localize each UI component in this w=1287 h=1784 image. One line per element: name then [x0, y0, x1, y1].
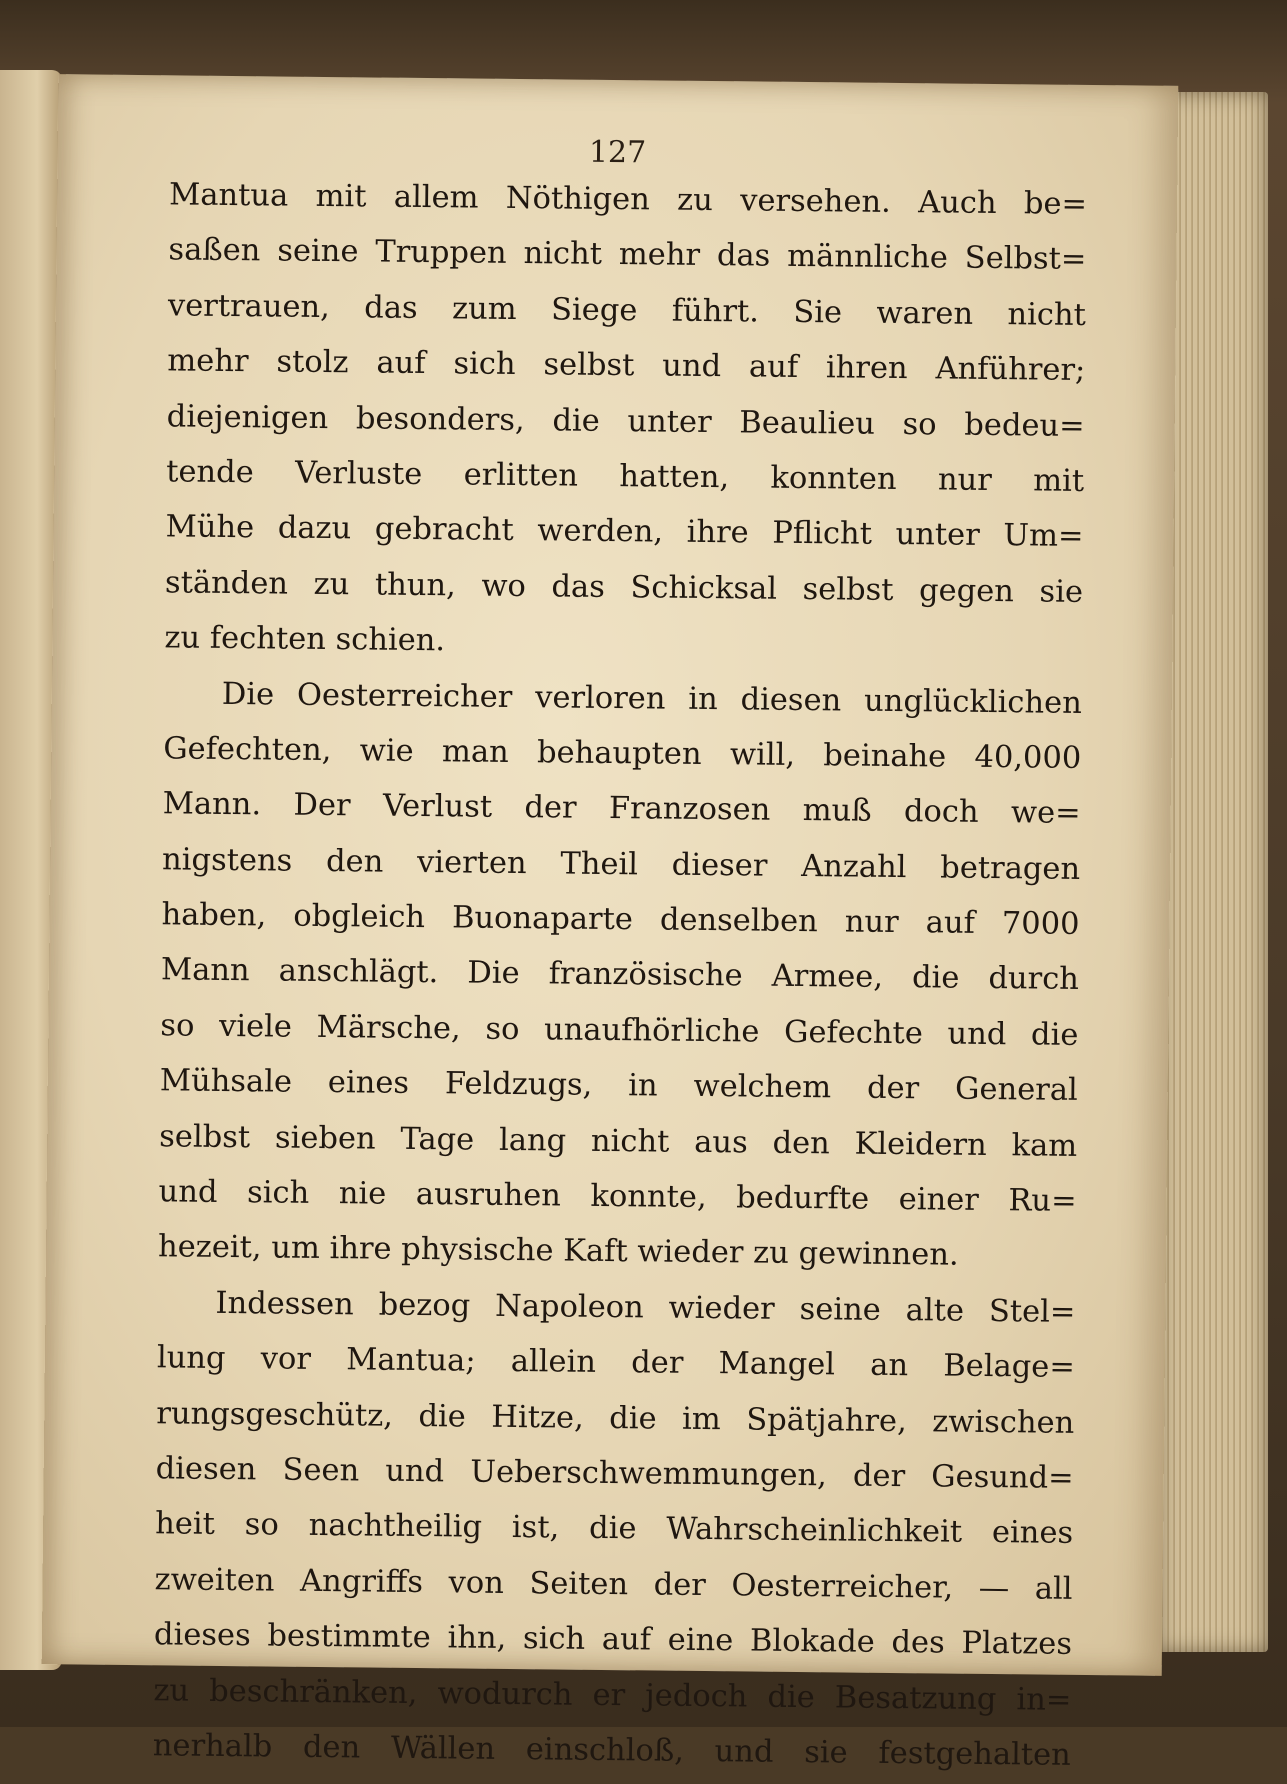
text-line: haben, obgleich Buonaparte denselben nur auf 7000: [161, 897, 1080, 942]
text-line: diesen Seen und Ueberschwemmungen, der Gesund=: [155, 1451, 1074, 1496]
text-line: diejenigen besonders, die unter Beaulieu so bedeu=: [166, 398, 1085, 444]
text-line: Mühsale eines Feldzugs, in welchem der General: [159, 1063, 1078, 1109]
text-line: vertrauen, das zum Siege führt. Sie waren nicht: [167, 288, 1087, 333]
text-line: Die Oesterreicher verloren in diesen unglücklichen: [221, 676, 1083, 721]
text-line: nerhalb den Wällen einschloß, und sie festgehalten: [152, 1728, 1071, 1773]
text-line: lung vor Mantua; allein der Mangel an Belage=: [156, 1340, 1076, 1386]
text-line: und sich nie ausruhen konnte, bedurfte einer Ru=: [158, 1174, 1077, 1219]
text-line: zu beschränken, wodurch er jedoch die Besatzung in=: [153, 1672, 1072, 1718]
text-line: tende Verluste erlitten hatten, konnten nur mit: [166, 454, 1085, 499]
text-line: Mann. Der Verlust der Franzosen muß doch we=: [162, 786, 1081, 832]
text-line: dieses bestimmte ihn, sich auf eine Blokade des Platzes: [153, 1617, 1073, 1663]
text-line: zweiten Angriffs von Seiten der Oesterreicher, — all: [154, 1562, 1073, 1607]
book-page: [42, 74, 1179, 1773]
text-line: Mühe dazu gebracht werden, ihre Pflicht unter Um=: [165, 509, 1084, 555]
text-line: zu fechten schien.: [164, 620, 446, 659]
text-line: nigstens den vierten Theil dieser Anzahl betragen: [161, 841, 1081, 887]
page-number: 127: [588, 134, 647, 171]
text-line: ständen zu thun, wo das Schicksal selbst gegen sie: [164, 565, 1084, 610]
body-text: [153, 167, 1088, 1783]
text-line: saßen seine Truppen nicht mehr das männliche Selbst=: [168, 232, 1087, 278]
text-line: mehr stolz auf sich selbst und auf ihren Anführer;: [167, 343, 1086, 389]
text-line: hezeit, um ihre physische Kaft wieder zu gewinnen.: [157, 1229, 959, 1274]
text-line: Mantua mit allem Nöthigen zu versehen. Auch be=: [168, 177, 1088, 222]
text-line: Mann anschlägt. Die französische Armee, die durch: [160, 952, 1080, 998]
text-line: Gefechten, wie man behaupten will, beinahe 40,000: [163, 731, 1082, 776]
text-line: so viele Märsche, so unaufhörliche Gefechte und die: [160, 1008, 1079, 1053]
text-line: Indessen bezog Napoleon wieder seine alte Stel=: [215, 1285, 1076, 1330]
text-line: rungsgeschütz, die Hitze, die im Spätjahre, zwischen: [156, 1395, 1075, 1441]
text-line: heit so nachtheilig ist, die Wahrscheinlichkeit eines: [154, 1506, 1074, 1552]
text-line: selbst sieben Tage lang nicht aus den Kleidern kam: [159, 1118, 1078, 1164]
